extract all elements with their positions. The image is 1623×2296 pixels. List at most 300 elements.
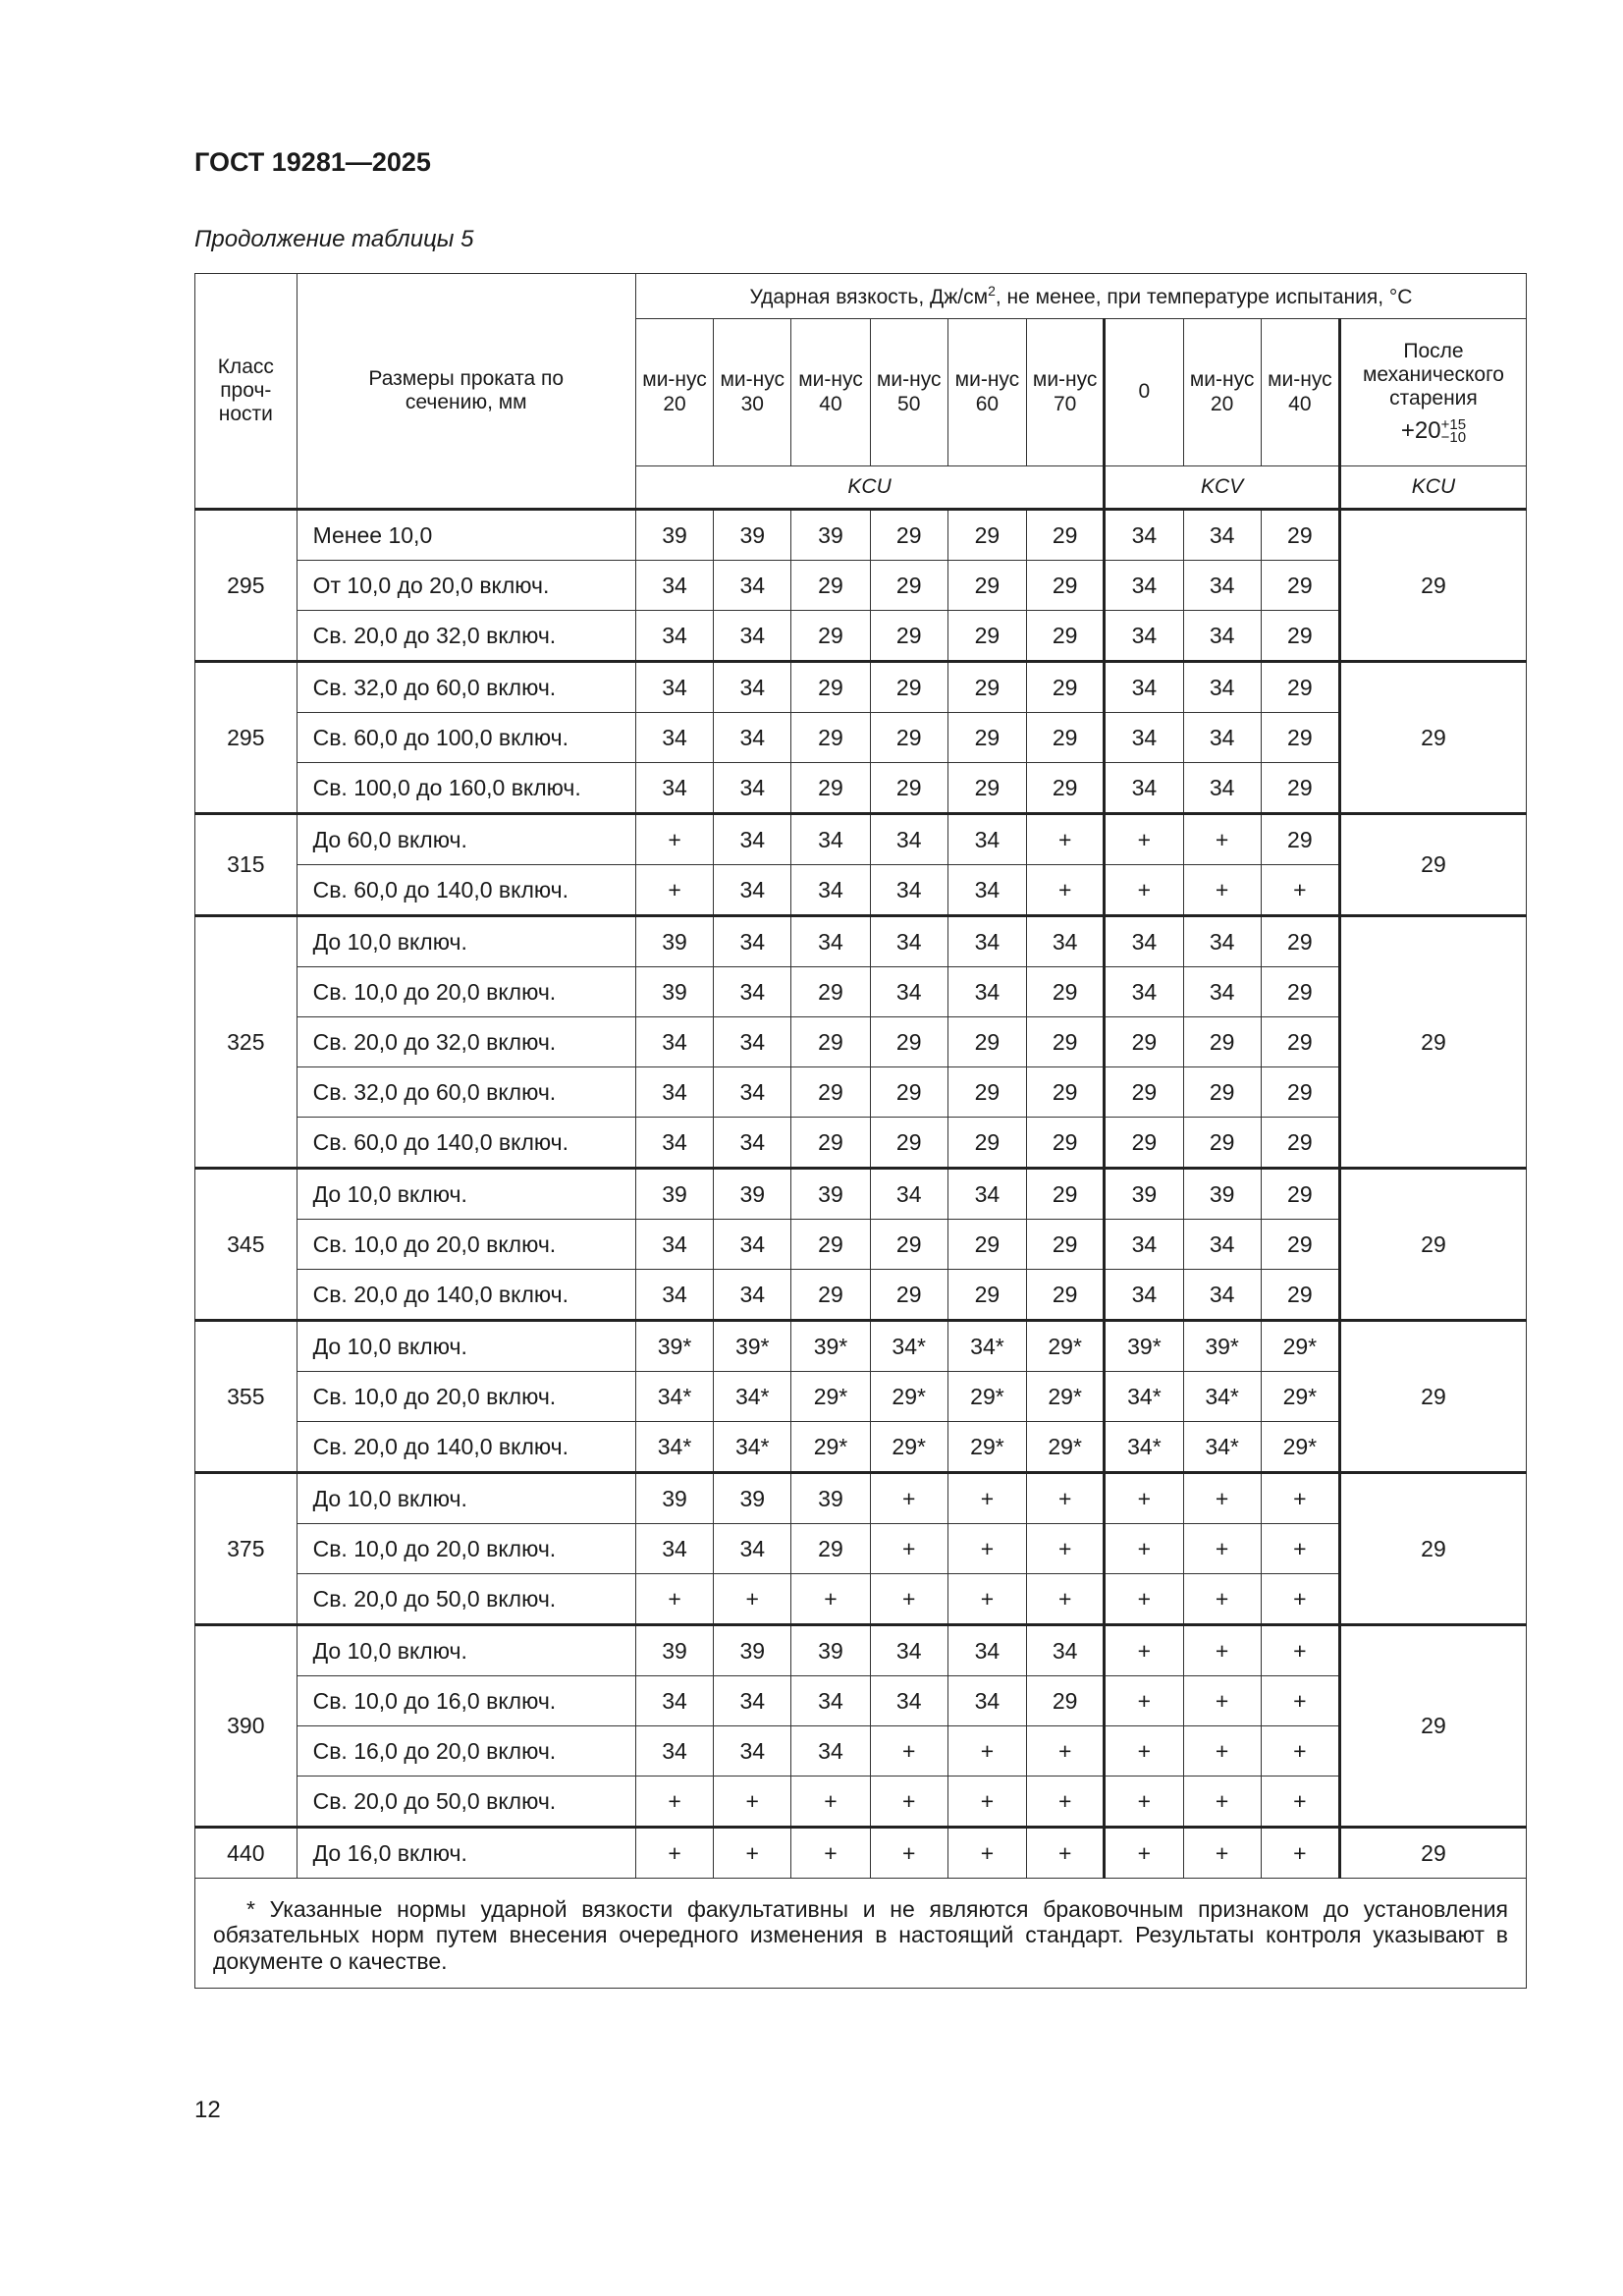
kcu-value-cell: 29	[1027, 763, 1105, 814]
kcv-value-cell: 29	[1261, 916, 1339, 967]
kcu-value-cell: 39	[791, 1625, 870, 1676]
kcu-value-cell: 29	[947, 1220, 1026, 1270]
table-row	[195, 1067, 1527, 1118]
kcu-value-cell: 39	[635, 967, 713, 1017]
kcu-value-cell: 34*	[714, 1422, 791, 1473]
size-cell: Св. 60,0 до 140,0 включ.	[297, 865, 635, 916]
kcv-value-cell: 29	[1105, 1067, 1183, 1118]
kcu-value-cell: 29	[1027, 1676, 1105, 1726]
kcv-value-cell: 34	[1105, 967, 1183, 1017]
impact-header-label: Ударная вязкость, Дж/см	[749, 285, 989, 308]
kcu-value-cell: 29	[1027, 1169, 1105, 1220]
kcv-value-cell: 29	[1261, 561, 1339, 611]
kcu-value-cell: +	[870, 1726, 947, 1777]
kcu-value-cell: +	[791, 1828, 870, 1879]
kcu-value-cell: 34	[870, 814, 947, 865]
kcu-value-cell: 34	[714, 916, 791, 967]
kcu-temp-header: ми-нус 30	[714, 319, 791, 466]
kcv-value-cell: +	[1105, 865, 1183, 916]
kcv-temp-header: 0	[1105, 319, 1183, 466]
kcu-value-cell: 29	[870, 1067, 947, 1118]
kcu-value-cell: 34	[635, 1676, 713, 1726]
table-row	[195, 1726, 1527, 1777]
table-row	[195, 561, 1527, 611]
class-cell: 295	[195, 662, 298, 814]
kcu-value-cell: 29	[870, 662, 947, 713]
kcv-value-cell: 29	[1183, 1017, 1261, 1067]
kcu-value-cell: +	[1027, 1574, 1105, 1625]
kcv-value-cell: 34*	[1183, 1372, 1261, 1422]
kcu-value-cell: 29	[947, 1067, 1026, 1118]
kcv-value-cell: +	[1183, 1676, 1261, 1726]
aged-kcu-cell: 29	[1339, 1321, 1526, 1473]
kcu-value-cell: 29	[1027, 1017, 1105, 1067]
kcv-value-cell: 29	[1261, 1017, 1339, 1067]
class-cell: 315	[195, 814, 298, 916]
kcu-value-cell: 34	[870, 967, 947, 1017]
kcv-value-cell: 34	[1183, 1270, 1261, 1321]
kcu-temp-header: ми-нус 40	[791, 319, 870, 466]
size-cell: Св. 20,0 до 140,0 включ.	[297, 1422, 635, 1473]
kcu-value-cell: 34	[870, 916, 947, 967]
kcu-value-cell: 29*	[1027, 1422, 1105, 1473]
kcu-temp-header: ми-нус 20	[635, 319, 713, 466]
kcu-value-cell: 34	[714, 713, 791, 763]
aged-kcu-cell: 29	[1339, 1169, 1526, 1321]
kcu-value-cell: 34	[635, 1524, 713, 1574]
kcu-value-cell: 29*	[791, 1372, 870, 1422]
kcv-value-cell: 29	[1105, 1118, 1183, 1169]
kcu-value-cell: 34*	[870, 1321, 947, 1372]
kcv-value-cell: +	[1261, 1574, 1339, 1625]
kcv-value-cell: 34	[1183, 662, 1261, 713]
size-cell: Св. 32,0 до 60,0 включ.	[297, 1067, 635, 1118]
kcu-value-cell: 29*	[947, 1422, 1026, 1473]
kcu-value-cell: +	[791, 1574, 870, 1625]
kcu-temp-header: ми-нус 60	[947, 319, 1026, 466]
kcu-value-cell: +	[947, 1726, 1026, 1777]
table-caption: Продолжение таблицы 5	[194, 226, 474, 252]
kcv-value-cell: +	[1183, 814, 1261, 865]
kcu-value-cell: 29	[870, 561, 947, 611]
kcu-value-cell: +	[1027, 814, 1105, 865]
size-cell: До 10,0 включ.	[297, 916, 635, 967]
kcu-value-cell: 29	[791, 713, 870, 763]
kcu-value-cell: +	[1027, 1524, 1105, 1574]
size-cell: От 10,0 до 20,0 включ.	[297, 561, 635, 611]
kcu-value-cell: 34	[635, 611, 713, 662]
kcu-value-cell: 34	[714, 763, 791, 814]
aging-tolerance	[1440, 415, 1467, 447]
size-cell: Св. 10,0 до 20,0 включ.	[297, 1524, 635, 1574]
kcu-value-cell: 29	[1027, 1270, 1105, 1321]
kcu-value-cell: 29	[1027, 713, 1105, 763]
size-cell: Св. 20,0 до 140,0 включ.	[297, 1270, 635, 1321]
size-cell: Св. 10,0 до 20,0 включ.	[297, 1372, 635, 1422]
table-row	[195, 967, 1527, 1017]
kcu-value-cell: 29	[1027, 967, 1105, 1017]
kcv-value-cell: +	[1183, 1625, 1261, 1676]
kcu-value-cell: 34	[714, 865, 791, 916]
kcu-value-cell: 34	[714, 561, 791, 611]
kcu-value-cell: 29	[791, 662, 870, 713]
kcu-value-cell: 39	[714, 1473, 791, 1524]
kcu-value-cell: +	[714, 1777, 791, 1828]
size-cell: До 16,0 включ.	[297, 1828, 635, 1879]
kcu-value-cell: 29	[1027, 510, 1105, 561]
kcu-value-cell: 34	[714, 662, 791, 713]
aged-kcu-cell: 29	[1339, 1473, 1526, 1625]
kcv-value-cell: +	[1105, 1726, 1183, 1777]
kcu-value-cell: 29	[791, 967, 870, 1017]
kcu-header: KCU	[635, 466, 1104, 510]
kcu-value-cell: 29	[947, 611, 1026, 662]
kcv-value-cell: +	[1261, 1828, 1339, 1879]
kcu-value-cell: 34	[947, 1676, 1026, 1726]
kcv-value-cell: 29	[1261, 814, 1339, 865]
kcu-value-cell: 29	[947, 1270, 1026, 1321]
kcu-value-cell: +	[870, 1524, 947, 1574]
kcu-value-cell: +	[1027, 865, 1105, 916]
size-cell: Св. 10,0 до 20,0 включ.	[297, 967, 635, 1017]
aged-kcu-cell: 29	[1339, 510, 1526, 662]
aging-header	[1339, 319, 1526, 466]
kcv-value-cell: 34	[1183, 1220, 1261, 1270]
kcu-value-cell: 29	[947, 662, 1026, 713]
kcu-value-cell: +	[714, 1574, 791, 1625]
kcv-value-cell: +	[1105, 814, 1183, 865]
aging-temp: +20	[1400, 416, 1441, 444]
kcu-value-cell: 34	[791, 916, 870, 967]
impact-header-suffix: , не менее, при температуре испытания, °С	[995, 285, 1413, 308]
table-row	[195, 510, 1527, 561]
kcv-header: KCV	[1105, 466, 1340, 510]
kcu-value-cell: +	[635, 1777, 713, 1828]
kcv-value-cell: +	[1105, 1828, 1183, 1879]
kcu-value-cell: 34	[870, 1676, 947, 1726]
kcu-value-cell: 29	[947, 1017, 1026, 1067]
kcu-value-cell: 34	[870, 1169, 947, 1220]
kcu-value-cell: 34	[714, 1067, 791, 1118]
kcv-value-cell: +	[1183, 1524, 1261, 1574]
document-title: ГОСТ 19281—2025	[194, 147, 431, 177]
kcu-value-cell: +	[947, 1574, 1026, 1625]
kcv-value-cell: 29	[1261, 763, 1339, 814]
table-row	[195, 1270, 1527, 1321]
kcv-value-cell: 39*	[1183, 1321, 1261, 1372]
kcv-value-cell: 34	[1183, 713, 1261, 763]
kcu-value-cell: +	[947, 1777, 1026, 1828]
kcu-value-cell: 29	[870, 1220, 947, 1270]
kcu-value-cell: 29	[947, 1118, 1026, 1169]
kcv-value-cell: 39*	[1105, 1321, 1183, 1372]
kcv-value-cell: +	[1105, 1574, 1183, 1625]
kcv-value-cell: +	[1183, 1726, 1261, 1777]
class-cell: 325	[195, 916, 298, 1169]
kcu-value-cell: 29	[947, 763, 1026, 814]
kcu-value-cell: 34	[714, 1017, 791, 1067]
kcv-value-cell: 29	[1261, 967, 1339, 1017]
table-row	[195, 1676, 1527, 1726]
class-cell: 440	[195, 1828, 298, 1879]
class-cell: 375	[195, 1473, 298, 1625]
size-cell: Св. 100,0 до 160,0 включ.	[297, 763, 635, 814]
kcu-value-cell: 29*	[870, 1422, 947, 1473]
page-number: 12	[194, 2097, 221, 2123]
kcu-value-cell: +	[947, 1473, 1026, 1524]
kcu-value-cell: 34	[635, 1726, 713, 1777]
kcu-value-cell: 34	[1027, 1625, 1105, 1676]
kcu-value-cell: +	[1027, 1726, 1105, 1777]
kcv-value-cell: 34	[1183, 561, 1261, 611]
kcv-value-cell: 29	[1261, 1118, 1339, 1169]
class-cell: 355	[195, 1321, 298, 1473]
kcu-value-cell: 34	[791, 1726, 870, 1777]
kcu-value-cell: 34*	[714, 1372, 791, 1422]
kcv-value-cell: 29	[1261, 1169, 1339, 1220]
kcv-value-cell: 34*	[1105, 1372, 1183, 1422]
kcu-value-cell: 29	[791, 611, 870, 662]
kcv-value-cell: +	[1105, 1473, 1183, 1524]
size-cell: Св. 16,0 до 20,0 включ.	[297, 1726, 635, 1777]
aging-tol-plus: +15	[1440, 415, 1467, 433]
class-cell: 345	[195, 1169, 298, 1321]
kcu-value-cell: 34	[791, 865, 870, 916]
kcv-value-cell: 29	[1261, 662, 1339, 713]
kcu-value-cell: 34*	[635, 1372, 713, 1422]
table-row	[195, 1321, 1527, 1372]
kcu-value-cell: +	[791, 1777, 870, 1828]
kcu-value-cell: 34	[714, 1118, 791, 1169]
kcu-value-cell: 29	[791, 1118, 870, 1169]
kcu-value-cell: 34*	[635, 1422, 713, 1473]
kcu-value-cell: 29*	[1027, 1372, 1105, 1422]
kcu-value-cell: 29	[1027, 1118, 1105, 1169]
kcv-value-cell: 34	[1105, 662, 1183, 713]
kcv-value-cell: 34	[1105, 510, 1183, 561]
kcv-value-cell: 34*	[1183, 1422, 1261, 1473]
class-header	[195, 274, 298, 510]
kcv-value-cell: +	[1183, 1777, 1261, 1828]
size-cell: Св. 32,0 до 60,0 включ.	[297, 662, 635, 713]
kcv-value-cell: 29	[1261, 510, 1339, 561]
kcu-value-cell: 34	[1027, 916, 1105, 967]
kcv-value-cell: 29	[1105, 1017, 1183, 1067]
kcu-value-cell: 39*	[635, 1321, 713, 1372]
table-header	[195, 274, 1527, 510]
kcv-value-cell: 29	[1261, 1067, 1339, 1118]
size-cell: До 10,0 включ.	[297, 1625, 635, 1676]
aged-kcu-cell: 29	[1339, 814, 1526, 916]
kcv-value-cell: +	[1261, 1676, 1339, 1726]
kcu-value-cell: 39	[635, 1169, 713, 1220]
size-cell: До 60,0 включ.	[297, 814, 635, 865]
table-row	[195, 1777, 1527, 1828]
size-cell: Св. 60,0 до 140,0 включ.	[297, 1118, 635, 1169]
kcv-value-cell: +	[1105, 1524, 1183, 1574]
size-header	[297, 274, 635, 510]
kcu-value-cell: +	[635, 1574, 713, 1625]
kcv-temp-header: ми-нус 20	[1183, 319, 1261, 466]
kcu-value-cell: 34	[714, 1676, 791, 1726]
kcu-value-cell: 29	[1027, 561, 1105, 611]
kcu-value-cell: 29	[870, 510, 947, 561]
kcu-value-cell: 29	[791, 1017, 870, 1067]
aged-kcu-cell: 29	[1339, 1828, 1526, 1879]
kcu-value-cell: +	[947, 1524, 1026, 1574]
aging-temp-block	[1351, 417, 1516, 445]
kcu-value-cell: 39	[635, 916, 713, 967]
kcu-value-cell: 29	[1027, 611, 1105, 662]
kcu-value-cell: +	[1027, 1777, 1105, 1828]
kcv-value-cell: +	[1261, 1473, 1339, 1524]
kcu-value-cell: 39*	[714, 1321, 791, 1372]
kcu-value-cell: 29	[870, 763, 947, 814]
size-cell: До 10,0 включ.	[297, 1321, 635, 1372]
kcu-value-cell: +	[1027, 1473, 1105, 1524]
kcu-value-cell: 34	[635, 1118, 713, 1169]
kcv-value-cell: +	[1183, 1473, 1261, 1524]
kcv-value-cell: +	[1261, 865, 1339, 916]
aging-label: После механического старения	[1362, 340, 1504, 410]
kcu-value-cell: 29	[870, 1017, 947, 1067]
table-row	[195, 1372, 1527, 1422]
kcu-value-cell: 34	[947, 1169, 1026, 1220]
table-row	[195, 1169, 1527, 1220]
kcu-value-cell: 29*	[1027, 1321, 1105, 1372]
aged-kcu-cell: 29	[1339, 662, 1526, 814]
kcu-value-cell: 34	[870, 1625, 947, 1676]
kcv-value-cell: +	[1261, 1777, 1339, 1828]
size-cell: Св. 20,0 до 32,0 включ.	[297, 611, 635, 662]
kcu-value-cell: 29	[947, 561, 1026, 611]
kcu-value-cell: +	[870, 1574, 947, 1625]
size-cell: Менее 10,0	[297, 510, 635, 561]
kcv-value-cell: 39	[1105, 1169, 1183, 1220]
aged-kcu-cell: 29	[1339, 916, 1526, 1169]
kcu-value-cell: 29	[791, 1220, 870, 1270]
table-row	[195, 814, 1527, 865]
kcu-value-cell: 29	[870, 1118, 947, 1169]
table-row	[195, 1220, 1527, 1270]
kcv-value-cell: +	[1183, 865, 1261, 916]
kcu-value-cell: 29	[1027, 1220, 1105, 1270]
kcv-value-cell: 39	[1183, 1169, 1261, 1220]
table-row	[195, 1422, 1527, 1473]
kcv-value-cell: 34	[1105, 611, 1183, 662]
kcu-value-cell: 29	[870, 1270, 947, 1321]
table-body	[195, 510, 1527, 1879]
kcv-value-cell: 34	[1105, 916, 1183, 967]
kcv-value-cell: 29	[1261, 713, 1339, 763]
kcu-value-cell: +	[635, 865, 713, 916]
kcu-value-cell: 29	[947, 510, 1026, 561]
kcu-value-cell: 34	[635, 1270, 713, 1321]
class-header-label: Класс проч-ности	[217, 355, 274, 426]
kcu-value-cell: 34	[635, 713, 713, 763]
kcu-value-cell: 34	[714, 1220, 791, 1270]
table-row	[195, 763, 1527, 814]
table-row	[195, 1017, 1527, 1067]
kcu-value-cell: +	[947, 1828, 1026, 1879]
kcu-value-cell: 39	[635, 1625, 713, 1676]
kcu-value-cell: 34	[791, 814, 870, 865]
kcu-value-cell: +	[1027, 1828, 1105, 1879]
kcu-value-cell: 39	[791, 1473, 870, 1524]
kcu-value-cell: 34	[791, 1676, 870, 1726]
kcu-value-cell: 34	[947, 1625, 1026, 1676]
kcu-value-cell: 34	[947, 967, 1026, 1017]
impact-header-sup: 2	[988, 282, 996, 299]
table-row	[195, 865, 1527, 916]
kcu-value-cell: 29	[791, 1270, 870, 1321]
kcu-value-cell: 29	[1027, 1067, 1105, 1118]
kcv-value-cell: +	[1105, 1676, 1183, 1726]
kcu-value-cell: 29	[1027, 662, 1105, 713]
kcu-value-cell: 39	[791, 1169, 870, 1220]
class-cell: 390	[195, 1625, 298, 1828]
kcu-value-cell: 34	[947, 865, 1026, 916]
kcu-value-cell: 34	[714, 1270, 791, 1321]
kcu-value-cell: 39	[635, 1473, 713, 1524]
kcu-value-cell: 34	[947, 814, 1026, 865]
footnote-text: * Указанные нормы ударной вязкости факультативны и не являются браковочным признаком до установления обязательных норм путем внесения очередного изменения в настоящий стандарт. Результаты контроля указывают в документе о качестве.	[213, 1896, 1508, 1974]
kcu-value-cell: 34	[635, 1067, 713, 1118]
size-cell: Св. 10,0 до 16,0 включ.	[297, 1676, 635, 1726]
kcu-value-cell: 34	[714, 967, 791, 1017]
kcu-value-cell: 39	[791, 510, 870, 561]
size-cell: Св. 20,0 до 50,0 включ.	[297, 1777, 635, 1828]
kcu-value-cell: 34	[870, 865, 947, 916]
kcu-value-cell: 29	[870, 713, 947, 763]
kcv-value-cell: 34	[1105, 1270, 1183, 1321]
table-row	[195, 1828, 1527, 1879]
kcv-value-cell: +	[1183, 1828, 1261, 1879]
kcu-value-cell: 34*	[947, 1321, 1026, 1372]
kcu-value-cell: 29*	[791, 1422, 870, 1473]
kcu-value-cell: 34	[947, 916, 1026, 967]
aging-tol-minus: −10	[1440, 429, 1467, 447]
impact-header	[635, 274, 1526, 319]
kcu-value-cell: 29	[791, 763, 870, 814]
kcu-value-cell: 29	[870, 611, 947, 662]
kcv-value-cell: 34	[1105, 713, 1183, 763]
kcv-value-cell: +	[1261, 1726, 1339, 1777]
kcv-value-cell: 34*	[1105, 1422, 1183, 1473]
size-header-label: Размеры проката по сечению, мм	[368, 366, 565, 413]
kcu-value-cell: 34	[714, 814, 791, 865]
size-cell: Св. 60,0 до 100,0 включ.	[297, 713, 635, 763]
kcu-value-cell: 34	[635, 1017, 713, 1067]
kcu-value-cell: 39	[714, 1169, 791, 1220]
kcv-value-cell: 34	[1105, 763, 1183, 814]
kcv-value-cell: 34	[1105, 561, 1183, 611]
kcv-value-cell: 29	[1261, 611, 1339, 662]
kcv-value-cell: 34	[1183, 967, 1261, 1017]
table-row	[195, 611, 1527, 662]
kcu-value-cell: +	[635, 1828, 713, 1879]
kcu-value-cell: 34	[635, 561, 713, 611]
kcu-value-cell: +	[870, 1828, 947, 1879]
kcu-temp-header: ми-нус 50	[870, 319, 947, 466]
table-row	[195, 1473, 1527, 1524]
class-cell: 295	[195, 510, 298, 662]
kcu-value-cell: 34	[714, 1524, 791, 1574]
impact-strength-table	[194, 273, 1527, 1989]
kcu-value-cell: 39*	[791, 1321, 870, 1372]
kcv-value-cell: 29	[1183, 1118, 1261, 1169]
kcu-value-cell: 39	[714, 510, 791, 561]
